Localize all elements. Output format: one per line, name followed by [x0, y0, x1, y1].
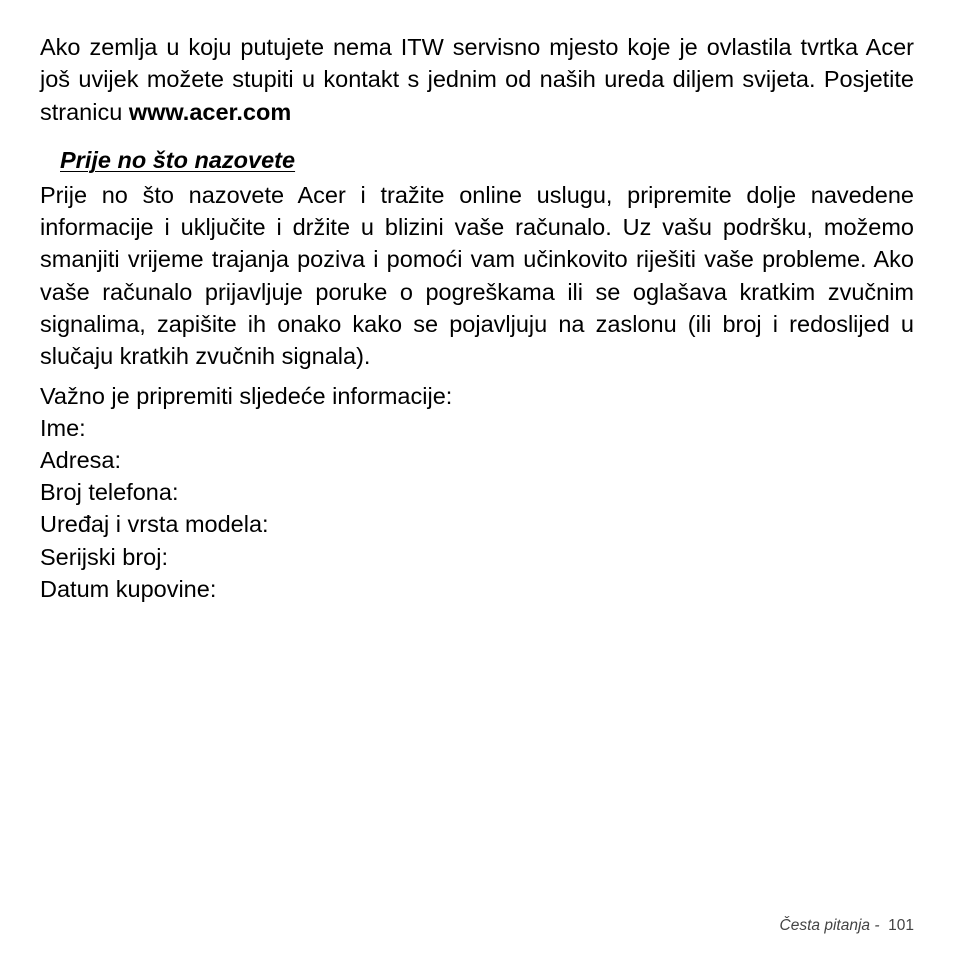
document-page	[40, 31, 914, 605]
info-item-device-model: Uređaj i vrsta modela:	[40, 511, 269, 538]
footer-page-number: 101	[888, 917, 914, 934]
acer-website-link: www.acer.com	[128, 98, 292, 125]
section-body: Prije no što nazovete Acer i tražite online uslugu, pripremite dolje navedene informacije i uključite i držite u blizini vaše računalo. Uz vašu podršku, možemo smanjiti vrijeme trajanja poziva i pomoći vam učinkovito riješiti vaše probleme. Ako vaše računalo prijavljuje poruke o pogreškama ili se oglašava kratkim zvučnim signalima, zapišite ih onako kako se pojavljuju na zaslonu (ili broj i redoslijed u slučaju kratkih zvučnih signala).	[40, 181, 914, 370]
intro-text: Ako zemlja u koju putujete nema ITW servisno mjesto koje je ovlastila tvrtka Acer još uvijek možete stupiti u kontakt s jednim od naših ureda diljem svijeta. Posjetite stranicu	[40, 34, 914, 125]
info-item-purchase-date: Datum kupovine:	[40, 575, 217, 602]
intro-paragraph	[40, 31, 914, 128]
page-footer	[780, 916, 914, 936]
info-item-phone: Broj telefona:	[40, 479, 179, 506]
info-list-title: Važno je pripremiti sljedeće informacije:	[40, 382, 453, 409]
info-item-name: Ime:	[40, 414, 86, 441]
info-item-address: Adresa:	[40, 447, 121, 474]
section-heading: Prije no što nazovete	[60, 146, 296, 173]
info-list	[40, 380, 914, 605]
info-item-serial-number: Serijski broj:	[40, 543, 168, 570]
footer-section-name: Česta pitanja -	[779, 917, 880, 934]
